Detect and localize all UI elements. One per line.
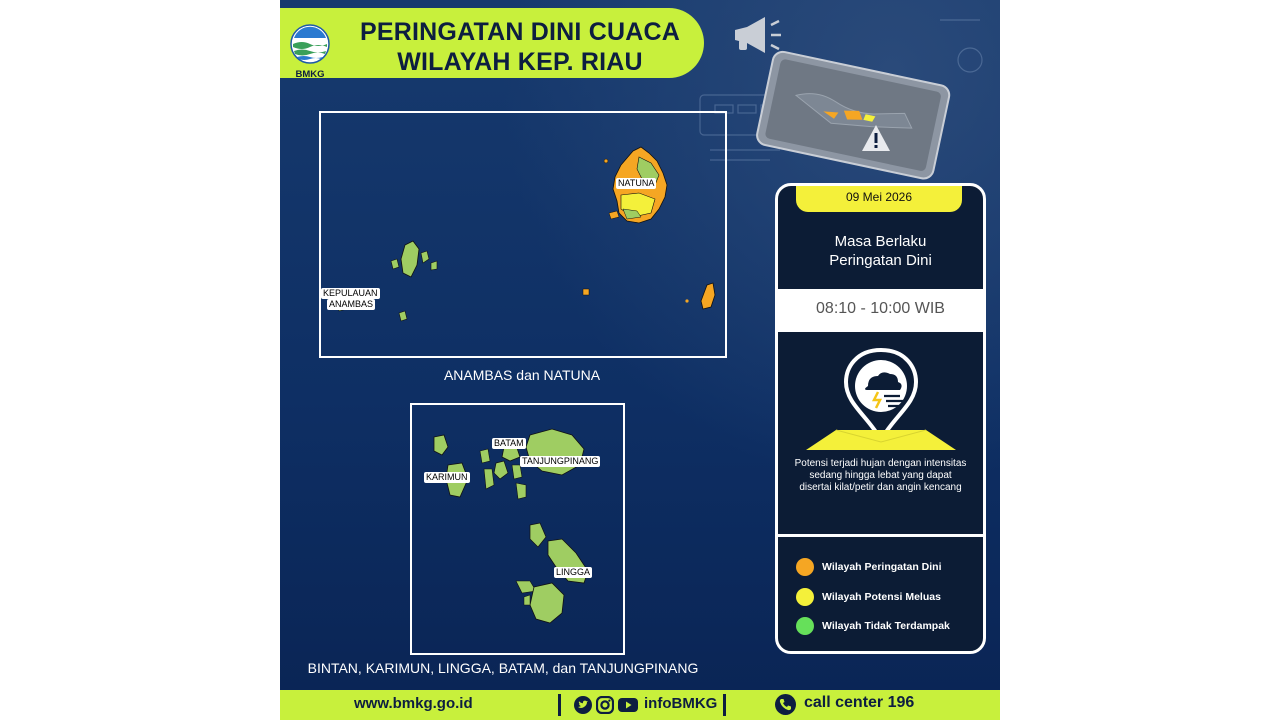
instagram-icon[interactable] xyxy=(596,696,614,714)
validity-title-line-1: Masa Berlaku xyxy=(834,233,927,250)
place-label-natuna: NATUNA xyxy=(618,178,655,188)
place-label-kepulauan: KEPULAUAN xyxy=(323,288,378,298)
warning-description: Potensi terjadi hujan dengan intensitas sedang hingga lebat yang dapat disertai kilat/petir dan angin kencang xyxy=(794,458,967,493)
legend-label: Wilayah Tidak Terdampak xyxy=(822,620,950,632)
twitter-icon[interactable] xyxy=(574,696,592,714)
bmkg-logo-text: BMKG xyxy=(295,69,325,80)
warning-info-panel xyxy=(775,183,986,654)
map-caption-anambas-natuna: ANAMBAS dan NATUNA xyxy=(443,367,601,383)
footer-call-center[interactable]: call center 196 xyxy=(804,694,915,711)
bintan-island xyxy=(526,429,584,475)
footer-bar xyxy=(280,690,1000,720)
phone-icon[interactable] xyxy=(775,694,796,715)
youtube-icon[interactable] xyxy=(618,696,638,714)
validity-title-line-2: Peringatan Dini xyxy=(829,252,932,269)
place-label-tanjungpinang: TANJUNGPINANG xyxy=(522,456,599,466)
validity-title xyxy=(778,232,983,270)
karimun-island xyxy=(434,435,448,455)
decorative-tablet-illustration xyxy=(680,0,1000,185)
lingga-south-island xyxy=(530,583,564,623)
legend-label: Wilayah Peringatan Dini xyxy=(822,561,942,573)
legend-item-peringatan-dini xyxy=(796,557,942,577)
panel-divider xyxy=(778,534,983,537)
place-label-lingga: LINGGA xyxy=(556,567,591,577)
legend-item-potensi-meluas xyxy=(796,587,941,607)
footer-website-link[interactable]: www.bmkg.go.id xyxy=(354,695,473,712)
place-label-karimun: KARIMUN xyxy=(426,472,468,482)
warning-poster xyxy=(280,0,1000,720)
map-caption-bintan-lingga: BINTAN, KARIMUN, LINGGA, BATAM, dan TANJUNGPINANG xyxy=(307,660,699,676)
legend-dot-orange xyxy=(796,558,814,576)
legend-item-tidak-terdampak xyxy=(796,616,950,636)
title-line-1: PERINGATAN DINI CUACA xyxy=(360,18,680,46)
map-anambas-natuna xyxy=(319,111,727,358)
legend-dot-yellow xyxy=(796,588,814,606)
validity-time-range: 08:10 - 10:00 WIB xyxy=(778,289,983,332)
header-banner xyxy=(280,8,704,78)
bmkg-logo-icon xyxy=(290,22,330,80)
footer-separator xyxy=(558,694,561,716)
storm-cloud-lightning-wind-icon xyxy=(796,346,966,456)
place-label-anambas: ANAMBAS xyxy=(329,299,374,309)
map-anambas-natuna-shapes xyxy=(321,113,725,356)
serasan-island xyxy=(701,283,715,309)
warning-date: 09 Mei 2026 xyxy=(796,186,962,212)
footer-social-handle[interactable]: infoBMKG xyxy=(644,695,718,712)
place-label-batam: BATAM xyxy=(494,438,524,448)
anambas-island xyxy=(401,241,419,277)
map-bintan-karimun-lingga xyxy=(410,403,625,655)
title-line-2: WILAYAH KEP. RIAU xyxy=(397,48,643,76)
footer-separator xyxy=(723,694,726,716)
legend-label: Wilayah Potensi Meluas xyxy=(822,591,941,603)
legend-dot-green xyxy=(796,617,814,635)
